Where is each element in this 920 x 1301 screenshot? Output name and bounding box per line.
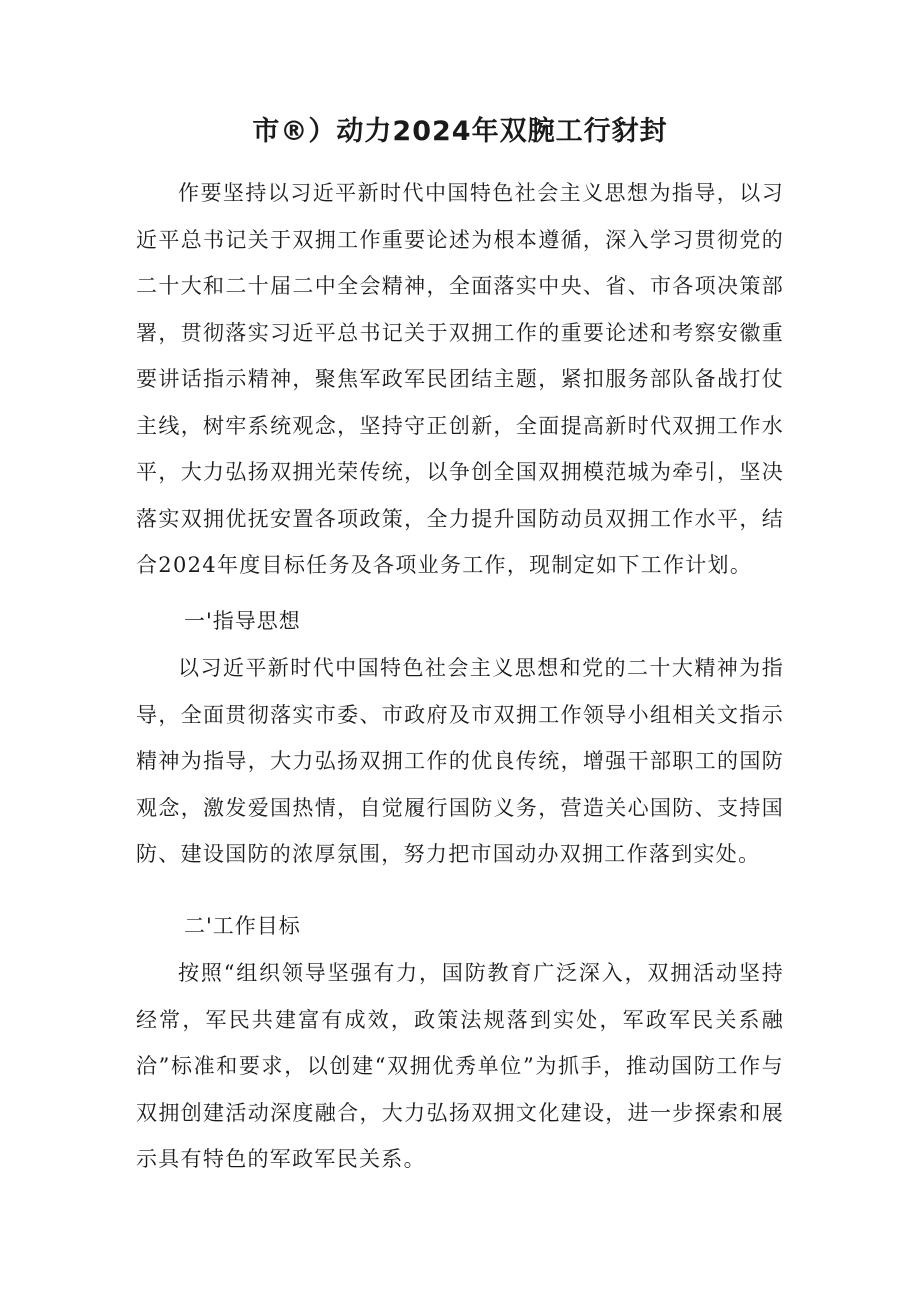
section-heading-guiding-ideology: 一'指导思想 [184,609,301,633]
guiding-ideology-paragraph: 以习近平新时代中国特色社会主义思想和党的二十大精神为指导，全面贯彻落实市委、市政府及市双拥工作领导小组相关文指示精神为指导，大力弘扬双拥工作的优良传统，增强干部职工的国防观念，激发爱国热情，自觉履行国防义务，营造关心国防、支持国防、建设国防的浓厚氛围，努力把市国动办双拥工作落到实处。 [136,656,784,866]
intro-paragraph: 作要坚持以习近平新时代中国特色社会主义思想为指导，以习近平总书记关于双拥工作重要论述为根本遵循，深入学习贯彻党的二十大和二十届二中全会精神，全面落实中央、省、市各项决策部署，贯彻落实习近平总书记关于双拥工作的重要论述和考察安徽重要讲话指示精神，聚焦军政军民团结主题，紧扣服务部队备战打仗主线，树牢系统观念，坚持守正创新，全面提高新时代双拥工作水平，大力弘扬双拥光荣传统，以争创全国双拥模范城为牵引，坚决落实双拥优抚安置各项政策，全力提升国防动员双拥工作水平，结合2024年度目标任务及各项业务工作，现制定如下工作计划。 [136,181,784,577]
section-heading-work-goals: 二'工作目标 [184,914,301,938]
work-goals-paragraph: 按照“组织领导坚强有力，国防教育广泛深入，双拥活动坚持经常，军民共建富有成效，政策法规落到实处，军政军民关系融洽”标准和要求，以创建“双拥优秀单位”为抓手，推动国防工作与双拥创建活动深度融合，大力弘扬双拥文化建设，进一步探索和展示具有特色的军政军民关系。 [136,961,784,1171]
document-title: 市®）动力2024年双腕工行豺封 [252,116,668,147]
